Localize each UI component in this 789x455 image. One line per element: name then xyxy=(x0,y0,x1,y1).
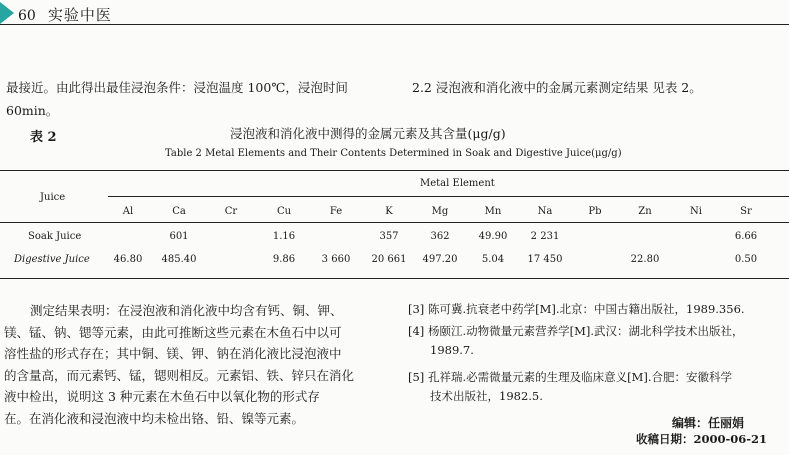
table-header-rule xyxy=(0,222,789,223)
table-cell: 1.16 xyxy=(272,231,296,242)
table-cell: 0.50 xyxy=(734,254,758,265)
element-header-mn: Mn xyxy=(484,206,502,217)
table-bottom-rule xyxy=(0,278,789,279)
table-cell: 497.20 xyxy=(422,254,458,265)
reference-5 xyxy=(408,368,732,406)
journal-name: 实验中医 xyxy=(47,6,112,24)
table-cell: 22.80 xyxy=(630,254,660,265)
element-header-na: Na xyxy=(537,206,553,217)
element-header-fe: Fe xyxy=(329,206,343,217)
element-header-k: K xyxy=(385,206,393,217)
element-header-ca: Ca xyxy=(172,206,186,217)
table-sub-rule xyxy=(108,196,789,197)
table-cell: 9.86 xyxy=(272,254,296,265)
row-label-digestive: Digestive Juice xyxy=(14,254,90,265)
table-cell: 2 231 xyxy=(530,231,560,242)
element-header-cr: Cr xyxy=(224,206,238,217)
body-line: 液中检出，说明这 3 种元素在木鱼石中以氧化物的形式存 xyxy=(4,389,320,404)
reference-text: 陈可冀.抗衰老中药学[M].北京：中国古籍出版社，1989.356. xyxy=(427,302,745,316)
table-cell: 46.80 xyxy=(113,254,143,265)
section-2-2-heading: 2.2 浸泡液和消化液中的金属元素测定结果 见表 2。 xyxy=(412,80,702,95)
element-header-pb: Pb xyxy=(588,206,602,217)
table-cell: 6.66 xyxy=(734,231,758,242)
reference-text-cont: 1989.7. xyxy=(430,343,474,357)
row-label-soak: Soak Juice xyxy=(28,231,82,242)
table-cell: 357 xyxy=(379,231,399,242)
body-line: 在。在消化液和浸泡液中均未检出铬、铅、镍等元素。 xyxy=(4,410,305,426)
table-cell: 362 xyxy=(430,231,450,242)
reference-number: [5] xyxy=(408,370,425,384)
running-header xyxy=(18,4,112,25)
body-line: 溶性盐的形式存在；其中铜、镁、钾、钠在消化液比浸泡液中 xyxy=(4,346,342,361)
table-cell: 20 661 xyxy=(371,254,407,265)
metal-element-header: Metal Element xyxy=(420,178,495,189)
reference-text-cont: 技术出版社，1982.5. xyxy=(430,389,543,403)
juice-column-header: Juice xyxy=(40,192,66,203)
table-title-cn: 浸泡液和消化液中测得的金属元素及其含量(μg/g) xyxy=(230,126,506,141)
element-header-sr: Sr xyxy=(740,206,752,217)
table-cell: 3 660 xyxy=(321,254,351,265)
table-top-rule xyxy=(0,170,789,171)
table-cell: 601 xyxy=(169,231,189,242)
table-cell: 485.40 xyxy=(161,254,197,265)
header-rule xyxy=(0,24,789,25)
page-number: 60 xyxy=(18,8,36,24)
table-cell: 17 450 xyxy=(527,254,563,265)
reference-3 xyxy=(408,300,745,319)
element-header-mg: Mg xyxy=(431,206,449,217)
top-left-line-1: 最接近。由此得出最佳浸泡条件：浸泡温度 100℃，浸泡时间 xyxy=(6,80,348,95)
element-header-zn: Zn xyxy=(638,206,652,217)
table-cell: 5.04 xyxy=(481,254,505,265)
element-header-ni: Ni xyxy=(690,206,702,217)
body-line: 测定结果表明：在浸泡液和消化液中均含有钙、铜、钾、 xyxy=(30,303,343,318)
body-line: 镁、锰、钠、锶等元素，由此可推断这些元素在木鱼石中以可 xyxy=(4,324,342,340)
element-header-cu: Cu xyxy=(276,206,292,217)
top-left-line-2: 60min。 xyxy=(6,103,59,118)
table-cell: 49.90 xyxy=(478,231,508,242)
body-paragraph xyxy=(4,300,390,429)
table-number: 表 2 xyxy=(30,130,57,145)
reference-number: [3] xyxy=(408,302,425,316)
reference-text: 杨颐江.动物微量元素营养学[M].武汉：湖北科学技术出版社， xyxy=(427,324,744,338)
reference-4 xyxy=(408,322,744,360)
reference-number: [4] xyxy=(408,324,425,338)
element-header-al: Al xyxy=(122,206,134,217)
received-date: 收稿日期：2000-06-21 xyxy=(636,432,768,446)
section-marker-icon xyxy=(0,2,14,24)
table-title-en: Table 2 Metal Elements and Their Contents Determined in Soak and Digestive Juice(μg/g) xyxy=(165,148,622,159)
body-line: 的含量高，而元素钙、锰，锶则相反。元素铝、铁、锌只在消化 xyxy=(4,367,355,383)
reference-text: 孔祥瑞.必需微量元素的生理及临床意义[M].合肥：安徽科学 xyxy=(427,370,733,384)
editor-credit: 编辑：任丽娟 xyxy=(672,416,745,430)
